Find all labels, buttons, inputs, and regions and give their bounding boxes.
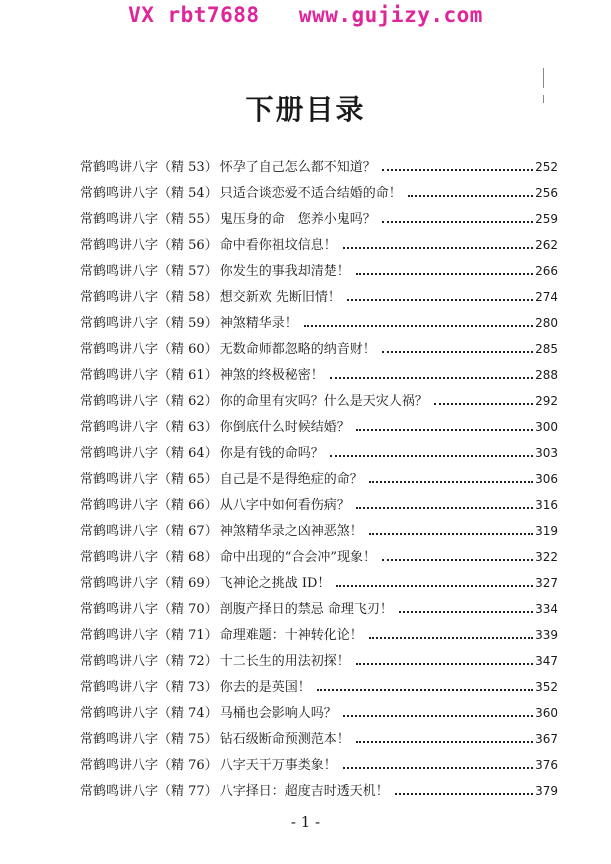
entry-series: 常鹤鸣讲八字 xyxy=(80,316,159,331)
entry-number: （精 62） xyxy=(158,394,218,409)
entry-number: （精 65） xyxy=(158,472,218,487)
entry-title: 从八字中如何看伤病？ xyxy=(219,498,350,513)
scan-artifact-line xyxy=(543,68,544,88)
entry-page-number: 334 xyxy=(535,602,558,616)
entry-title: 你倒底什么时候结婚？ xyxy=(219,420,350,435)
toc-entry xyxy=(80,650,558,676)
entry-title: 怀孕了自己怎么都不知道？ xyxy=(219,160,376,175)
entry-title: 神煞精华录之凶神恶煞！ xyxy=(219,524,363,539)
entry-title: 神煞精华录！ xyxy=(219,316,298,331)
dot-leader xyxy=(369,533,533,535)
entry-page-number: 322 xyxy=(535,550,558,564)
entry-page-number: 266 xyxy=(535,264,558,278)
entry-series: 常鹤鸣讲八字 xyxy=(80,498,159,513)
toc-entry xyxy=(80,546,558,572)
table-of-contents xyxy=(80,156,558,806)
dot-leader xyxy=(356,663,533,665)
entry-page-number: 327 xyxy=(535,576,558,590)
entry-series: 常鹤鸣讲八字 xyxy=(80,524,159,539)
entry-title: 剖腹产择日的禁忌 命理飞刃！ xyxy=(219,602,393,617)
toc-entry xyxy=(80,468,558,494)
entry-title: 命理难题：十神转化论！ xyxy=(219,628,363,643)
entry-number: （精 76） xyxy=(158,758,218,773)
entry-series: 常鹤鸣讲八字 xyxy=(80,290,159,305)
dot-leader xyxy=(382,169,533,171)
dot-leader xyxy=(369,637,533,639)
entry-number: （精 53） xyxy=(158,160,218,175)
entry-page-number: 352 xyxy=(535,680,558,694)
entry-series: 常鹤鸣讲八字 xyxy=(80,264,159,279)
entry-title: 命中出现的“合会冲”现象！ xyxy=(219,550,376,565)
entry-title: 你去的是英国！ xyxy=(219,680,311,695)
dot-leader xyxy=(369,481,533,483)
entry-series: 常鹤鸣讲八字 xyxy=(80,706,159,721)
toc-entry xyxy=(80,182,558,208)
entry-number: （精 68） xyxy=(158,550,218,565)
entry-page-number: 376 xyxy=(535,758,558,772)
entry-title: 你的命里有灾吗？什么是天灾人祸？ xyxy=(219,394,428,409)
entry-number: （精 69） xyxy=(158,576,218,591)
entry-title: 八字择日：超度吉时透天机！ xyxy=(219,784,389,799)
watermark-text: VX rbt7688 www.gujizy.com xyxy=(128,3,483,27)
toc-entry xyxy=(80,728,558,754)
entry-page-number: 300 xyxy=(535,420,558,434)
entry-page-number: 306 xyxy=(535,472,558,486)
entry-number: （精 54） xyxy=(158,186,218,201)
entry-page-number: 259 xyxy=(535,212,558,226)
entry-number: （精 67） xyxy=(158,524,218,539)
entry-series: 常鹤鸣讲八字 xyxy=(80,784,159,799)
dot-leader xyxy=(317,689,533,691)
entry-title: 只适合谈恋爱不适合结婚的命！ xyxy=(219,186,402,201)
entry-title: 飞神论之挑战 ID！ xyxy=(219,576,331,591)
dot-leader xyxy=(347,299,533,301)
toc-entry xyxy=(80,702,558,728)
entry-number: （精 72） xyxy=(158,654,218,669)
toc-entry xyxy=(80,364,558,390)
entry-number: （精 74） xyxy=(158,706,218,721)
entry-page-number: 256 xyxy=(535,186,558,200)
entry-page-number: 303 xyxy=(535,446,558,460)
toc-entry xyxy=(80,754,558,780)
entry-series: 常鹤鸣讲八字 xyxy=(80,758,159,773)
toc-entry xyxy=(80,260,558,286)
entry-number: （精 66） xyxy=(158,498,218,513)
dot-leader xyxy=(382,559,533,561)
entry-series: 常鹤鸣讲八字 xyxy=(80,602,159,617)
dot-leader xyxy=(395,793,533,795)
dot-leader xyxy=(343,767,533,769)
entry-page-number: 252 xyxy=(535,160,558,174)
entry-number: （精 71） xyxy=(158,628,218,643)
entry-title: 神煞的终极秘密！ xyxy=(219,368,324,383)
toc-entry xyxy=(80,234,558,260)
dot-leader xyxy=(356,429,533,431)
entry-series: 常鹤鸣讲八字 xyxy=(80,732,159,747)
dot-leader xyxy=(382,351,533,353)
dot-leader xyxy=(343,715,533,717)
entry-page-number: 285 xyxy=(535,342,558,356)
entry-series: 常鹤鸣讲八字 xyxy=(80,576,159,591)
entry-page-number: 360 xyxy=(535,706,558,720)
toc-entry xyxy=(80,416,558,442)
dot-leader xyxy=(330,377,533,379)
toc-entry xyxy=(80,572,558,598)
entry-number: （精 61） xyxy=(158,368,218,383)
toc-entry xyxy=(80,286,558,312)
dot-leader xyxy=(399,611,533,613)
dot-leader xyxy=(434,403,533,405)
entry-page-number: 319 xyxy=(535,524,558,538)
entry-page-number: 280 xyxy=(535,316,558,330)
entry-number: （精 57） xyxy=(158,264,218,279)
entry-series: 常鹤鸣讲八字 xyxy=(80,160,159,175)
entry-page-number: 262 xyxy=(535,238,558,252)
toc-entry xyxy=(80,598,558,624)
entry-page-number: 379 xyxy=(535,784,558,798)
entry-series: 常鹤鸣讲八字 xyxy=(80,420,159,435)
entry-series: 常鹤鸣讲八字 xyxy=(80,628,159,643)
entry-title: 你发生的事我却清楚！ xyxy=(219,264,350,279)
entry-series: 常鹤鸣讲八字 xyxy=(80,446,159,461)
entry-number: （精 58） xyxy=(158,290,218,305)
entry-number: （精 56） xyxy=(158,238,218,253)
dot-leader xyxy=(356,741,533,743)
entry-series: 常鹤鸣讲八字 xyxy=(80,472,159,487)
entry-page-number: 347 xyxy=(535,654,558,668)
dot-leader xyxy=(356,273,533,275)
toc-entry xyxy=(80,676,558,702)
entry-number: （精 70） xyxy=(158,602,218,617)
entry-series: 常鹤鸣讲八字 xyxy=(80,212,159,227)
toc-entry xyxy=(80,208,558,234)
dot-leader xyxy=(408,195,533,197)
toc-entry xyxy=(80,156,558,182)
entry-number: （精 64） xyxy=(158,446,218,461)
entry-page-number: 292 xyxy=(535,394,558,408)
entry-title: 钻石级断命预测范本！ xyxy=(219,732,350,747)
entry-title: 十二长生的用法初探！ xyxy=(219,654,350,669)
entry-page-number: 274 xyxy=(535,290,558,304)
entry-series: 常鹤鸣讲八字 xyxy=(80,654,159,669)
entry-number: （精 59） xyxy=(158,316,218,331)
entry-title: 八字天干万事类象！ xyxy=(219,758,337,773)
entry-number: （精 60） xyxy=(158,342,218,357)
toc-entry xyxy=(80,390,558,416)
entry-number: （精 73） xyxy=(158,680,218,695)
dot-leader xyxy=(336,585,533,587)
entry-series: 常鹤鸣讲八字 xyxy=(80,550,159,565)
entry-title: 你是有钱的命吗？ xyxy=(219,446,324,461)
toc-entry xyxy=(80,312,558,338)
dot-leader xyxy=(382,221,533,223)
entry-series: 常鹤鸣讲八字 xyxy=(80,394,159,409)
toc-entry xyxy=(80,338,558,364)
page-number-footer: - 1 - xyxy=(290,813,321,831)
dot-leader xyxy=(330,455,533,457)
entry-title: 自己是不是得绝症的命？ xyxy=(219,472,363,487)
entry-series: 常鹤鸣讲八字 xyxy=(80,238,159,253)
dot-leader xyxy=(343,247,533,249)
entry-page-number: 339 xyxy=(535,628,558,642)
entry-title: 无数命师都忽略的纳音财！ xyxy=(219,342,376,357)
toc-entry xyxy=(80,520,558,546)
entry-page-number: 367 xyxy=(535,732,558,746)
entry-page-number: 288 xyxy=(535,368,558,382)
toc-entry xyxy=(80,780,558,806)
entry-series: 常鹤鸣讲八字 xyxy=(80,186,159,201)
entry-series: 常鹤鸣讲八字 xyxy=(80,368,159,383)
entry-title: 命中看你祖坟信息！ xyxy=(219,238,337,253)
dot-leader xyxy=(304,325,533,327)
entry-page-number: 316 xyxy=(535,498,558,512)
entry-number: （精 75） xyxy=(158,732,218,747)
entry-number: （精 77） xyxy=(158,784,218,799)
entry-title: 鬼压身的命 您养小鬼吗？ xyxy=(219,212,376,227)
entry-title: 想交新欢 先断旧情！ xyxy=(219,290,341,305)
toc-entry xyxy=(80,442,558,468)
toc-entry xyxy=(80,494,558,520)
entry-number: （精 63） xyxy=(158,420,218,435)
toc-entry xyxy=(80,624,558,650)
page-title: 下册目录 xyxy=(245,93,366,126)
entry-series: 常鹤鸣讲八字 xyxy=(80,680,159,695)
entry-number: （精 55） xyxy=(158,212,218,227)
entry-series: 常鹤鸣讲八字 xyxy=(80,342,159,357)
entry-title: 马桶也会影响人吗？ xyxy=(219,706,337,721)
dot-leader xyxy=(356,507,533,509)
